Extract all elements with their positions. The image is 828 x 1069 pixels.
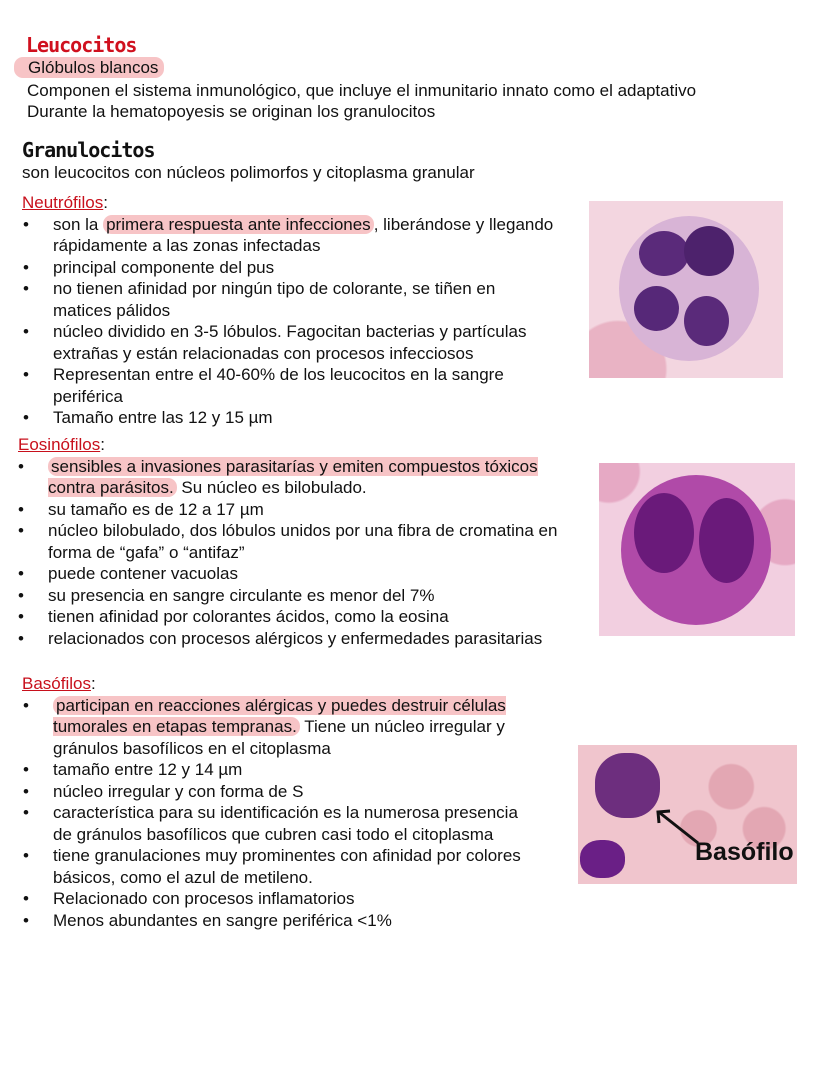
item-text: su presencia en sangre circulante es menor del 7%: [48, 585, 435, 605]
list-item: [53, 321, 558, 364]
nucleus-lobe: [684, 226, 734, 276]
list-item: [53, 278, 558, 321]
section-neutrofilos: [22, 192, 558, 429]
neutrophil-image: [589, 201, 783, 378]
section-title-granulocitos: Granulocitos: [22, 138, 155, 162]
nucleus-lobe: [684, 296, 729, 346]
item-text: núcleo dividido en 3-5 lóbulos. Fagocitan bacterias y partículas extrañas y están relacionadas con procesos infecciosos: [53, 322, 527, 363]
item-text: , liberándose y llegando rápidamente a las zonas infectadas: [53, 214, 554, 255]
item-text: relacionados con procesos alérgicos y enfermedades parasitarias: [48, 628, 543, 648]
item-text: Relacionado con procesos inflamatorios: [53, 889, 355, 908]
list-item: [48, 585, 588, 607]
section-label: Eosinófilos: [18, 435, 101, 454]
list-item: [53, 802, 533, 845]
item-text: no tienen afinidad por ningún tipo de colorante, se tiñen en matices pálidos: [53, 279, 496, 320]
list-item: [53, 845, 533, 888]
item-text: Representan entre el 40-60% de los leucocitos en la sangre periférica: [53, 365, 504, 406]
list-item: [53, 781, 533, 803]
basophil-label: Basófilo: [695, 838, 794, 866]
item-text: tamaño entre 12 y 14 µm: [53, 760, 243, 779]
list-item: [53, 257, 558, 279]
item-text: característica para su identificación es la numerosa presencia de gránulos basofílicos que cubren casi todo el citoplasma: [53, 803, 518, 844]
list-item: [48, 606, 588, 628]
item-text: tiene granulaciones muy prominentes con afinidad por colores básicos, como el azul de metileno.: [53, 846, 521, 887]
colon: :: [103, 193, 108, 212]
list-item: [48, 563, 588, 585]
item-text: Su núcleo es bilobulado.: [176, 478, 367, 497]
list-item: [48, 499, 588, 521]
item-text: tienen afinidad por colorantes ácidos, como la eosina: [48, 607, 449, 626]
list-item: [53, 910, 533, 932]
nucleus-lobe: [634, 493, 694, 573]
list-item: [48, 628, 588, 650]
item-text: núcleo irregular y con forma de S: [53, 781, 304, 801]
list-item: [53, 888, 533, 910]
colon: :: [90, 674, 96, 693]
item-text: son la: [53, 214, 104, 234]
item-text: puede contener vacuolas: [48, 564, 238, 583]
highlighted-text: sensibles a invasiones parasitarías y emiten compuestos tóxicos contra parásitos.: [48, 456, 538, 497]
subtitle: Glóbulos blancos: [14, 57, 164, 78]
intro-line-2: Durante la hematopoyesis se originan los granulocitos: [27, 102, 436, 121]
section-heading-neutrofilos: [22, 192, 558, 214]
list-item: [53, 695, 533, 760]
item-text: su tamaño es de 12 a 17 µm: [48, 499, 264, 519]
intro-line-1: Componen el sistema inmunológico, que incluye el inmunitario innato como el adaptativo: [27, 81, 697, 100]
nucleus-lobe: [634, 286, 679, 331]
item-text: Tiene un núcleo irregular y gránulos basofílicos en el citoplasma: [53, 717, 505, 758]
bullet-list: [53, 695, 533, 932]
list-item: [53, 407, 558, 429]
granulocitos-description: son leucocitos con núcleos polimorfos y citoplasma granular: [22, 163, 475, 182]
list-item: [53, 759, 533, 781]
nucleus-lobe: [639, 231, 689, 276]
section-label: Basófilos: [22, 674, 91, 693]
item-text: principal componente del pus: [53, 257, 275, 277]
nucleus-lobe: [699, 498, 754, 583]
section-basofilos: [22, 673, 533, 931]
list-item: [48, 520, 588, 563]
item-text: núcleo bilobulado, dos lóbulos unidos por una fibra de cromatina en forma de “gafa” o “antifaz”: [48, 521, 558, 562]
section-heading-basofilos: [22, 673, 533, 695]
list-item: [53, 364, 558, 407]
section-eosinofilos: [18, 434, 588, 649]
list-item: [48, 456, 588, 499]
highlighted-text: primera respuesta ante infecciones: [103, 215, 374, 234]
item-text: Tamaño entre las 12 y 15 µm: [53, 408, 273, 427]
highlighted-text: participan en reacciones alérgicas y puedes destruir células tumorales en etapas tempranas.: [53, 695, 506, 736]
section-label: Neutrófilos: [22, 193, 104, 212]
bullet-list: [48, 456, 588, 650]
item-text: Menos abundantes en sangre periférica <1%: [53, 910, 392, 930]
page-title: Leucocitos: [26, 33, 137, 57]
list-item: [53, 214, 558, 257]
subtitle-wrap: [14, 57, 164, 79]
basophil-image: [578, 745, 797, 884]
bullet-list: [53, 214, 558, 429]
colon: :: [100, 435, 105, 454]
section-heading-eosinofilos: [18, 434, 588, 456]
eosinophil-image: [599, 463, 795, 636]
